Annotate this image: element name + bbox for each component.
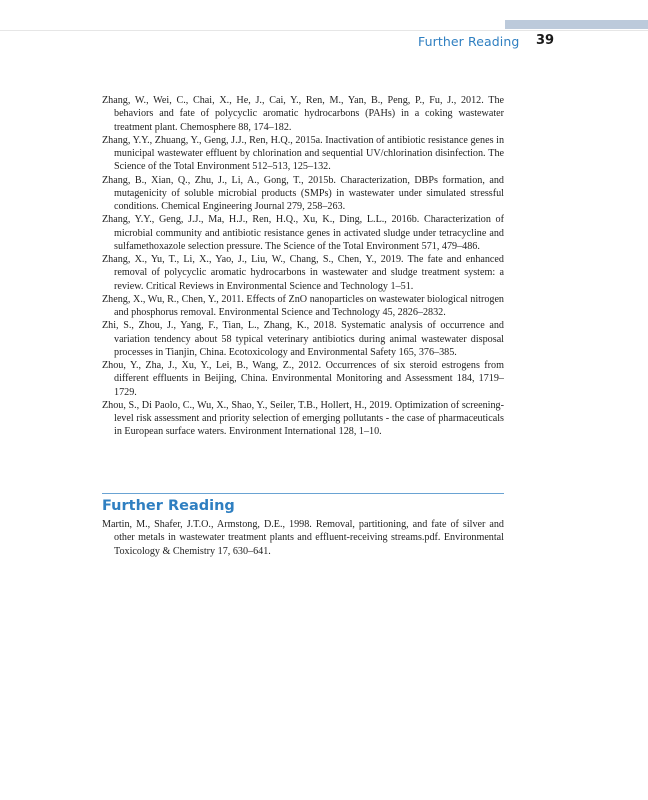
further-reading-item: Martin, M., Shafer, J.T.O., Armstong, D.E., 1998. Removal, partitioning, and fate of silver and other metals in wastewater treatment plants and effluent-receiving streams.pdf. Environmental Toxicology & Chemistry 17, 630–641.	[102, 519, 504, 557]
reference-item: Zhou, S., Di Paolo, C., Wu, X., Shao, Y., Seiler, T.B., Hollert, H., 2019. Optimization of screening-level risk assessment and priority selection of emerging pollutants - the case of pharmaceuticals in European surface waters. Environment International 128, 1–10.	[102, 399, 504, 438]
reference-item: Zheng, X., Wu, R., Chen, Y., 2011. Effects of ZnO nanoparticles on wastewater biological nitrogen and phosphorus removal. Environmental Science and Technology 45, 2826–2832.	[102, 293, 504, 318]
running-head: Further Reading	[418, 34, 520, 49]
further-reading-heading: Further Reading	[102, 498, 235, 514]
page-number: 39	[536, 33, 555, 48]
header-rule	[0, 30, 648, 31]
section-divider	[102, 493, 504, 494]
reference-item: Zhang, B., Xian, Q., Zhu, J., Li, A., Gong, T., 2015b. Characterization, DBPs formation, and mutagenicity of soluble microbial products (SMPs) in wastewater under simulated stressful conditions. Chemical Engineering Journal 279, 258–263.	[102, 174, 504, 212]
further-reading-list	[102, 518, 504, 558]
reference-item: Zhang, Y.Y., Zhuang, Y., Geng, J.J., Ren, H.Q., 2015a. Inactivation of antibiotic resistance genes in municipal wastewater effluent by chlorination and sequential UV/chlorination disinfection. The Science of the Total Environment 512–513, 125–132.	[102, 134, 504, 173]
header-accent-bar	[505, 20, 648, 29]
reference-item: Zhou, Y., Zha, J., Xu, Y., Lei, B., Wang, Z., 2012. Occurrences of six steroid estrogens from different effluents in Beijing, China. Environmental Monitoring and Assessment 184, 1719–1729.	[102, 360, 504, 398]
reference-item: Zhang, Y.Y., Geng, J.J., Ma, H.J., Ren, H.Q., Xu, K., Ding, L.L., 2016b. Characterization of microbial community and antibiotic resistance genes in activated sludge under tetracycline and sulfamethoxazole selection pressure. The Science of the Total Environment 571, 479–486.	[102, 214, 504, 252]
reference-item: Zhang, W., Wei, C., Chai, X., He, J., Cai, Y., Ren, M., Yan, B., Peng, P., Fu, J., 2012. The behaviors and fate of polycyclic aromatic hydrocarbons (PAHs) in a coking wastewater treatment plant. Chemosphere 88, 174–182.	[102, 95, 504, 133]
reference-item: Zhang, X., Yu, T., Li, X., Yao, J., Liu, W., Chang, S., Chen, Y., 2019. The fate and enhanced removal of polycyclic aromatic hydrocarbons in wastewater and sludge treatment system: a review. Critical Reviews in Environmental Science and Technology 1–51.	[102, 254, 504, 292]
reference-list	[102, 94, 504, 439]
reference-item: Zhi, S., Zhou, J., Yang, F., Tian, L., Zhang, K., 2018. Systematic analysis of occurrence and variation tendency about 58 typical veterinary antibiotics during animal wastewater disposal processes in Tianjin, China. Ecotoxicology and Environmental Safety 165, 376–385.	[102, 320, 504, 358]
